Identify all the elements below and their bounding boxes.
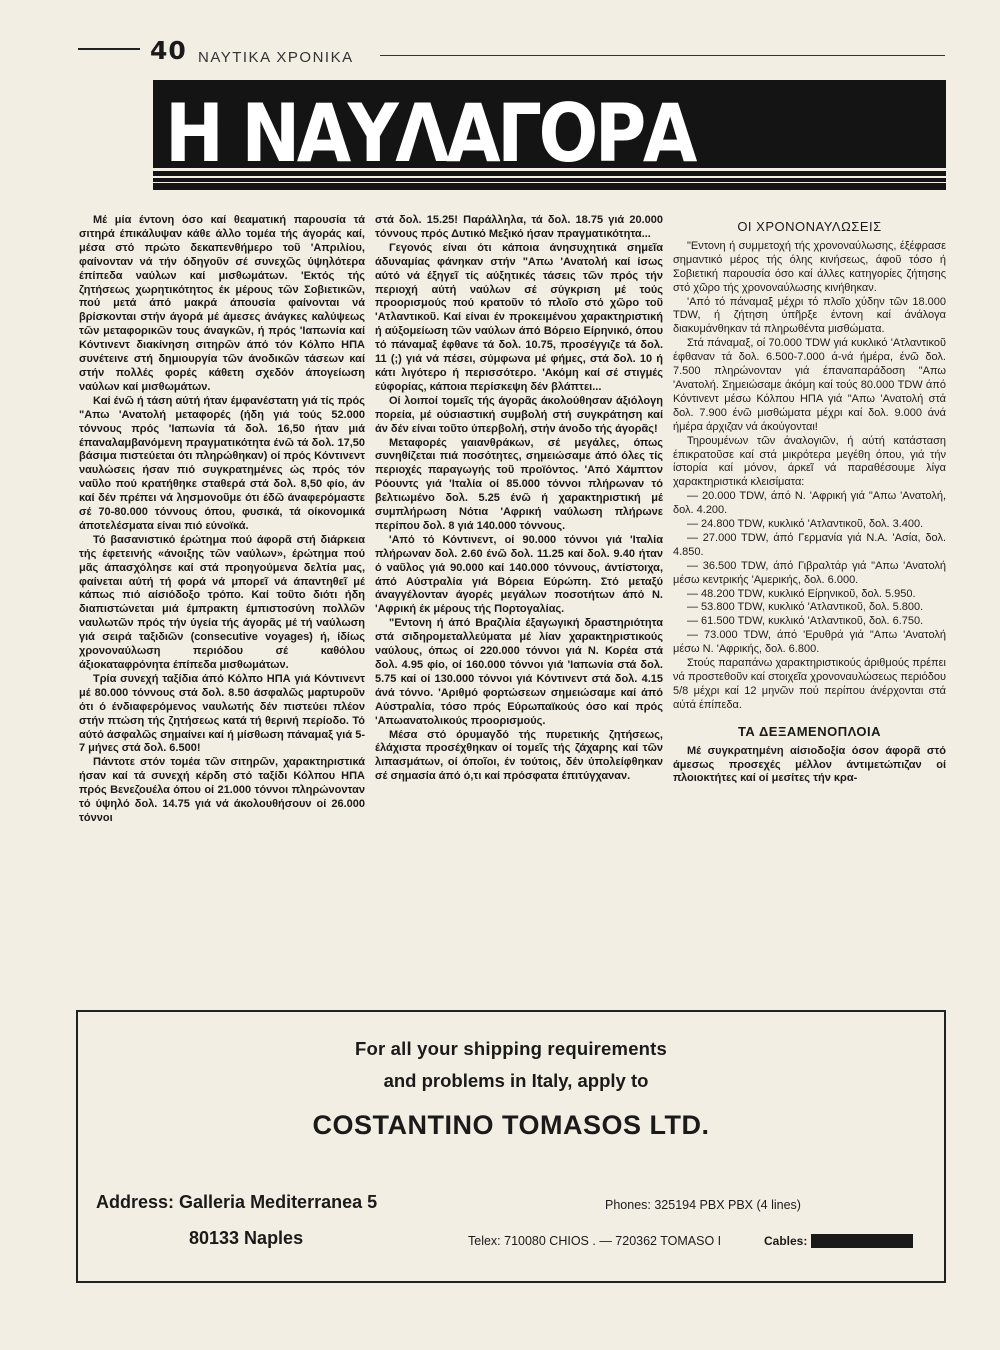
ad-cables-value: CHIOS NAPLES <box>811 1234 913 1248</box>
paragraph: Στούς παραπάνω χαρακτηριστικούς άριθμούς πρέπει νά προστεθοῦν καί στοιχεῖα χρονοναυλώσεως περιόδου 5/8 μέχρι καί 12 μηνῶν πού περίπου άνέρχονται στά αύτά έπίπεδα. <box>673 657 946 711</box>
paragraph: Τό βασανιστικό έρώτημα πού άφορᾶ στή διάρκεια τής έφετεινής «άνοιξης τῶν ναύλων», έρώτημα πού μᾶς άπασχόλησε καί στά προηγούμενα δελτία μας, φαίνεται αύτή τή φορά νά μπορεῖ νά άπαντηθεῖ μέ κάπως πιό αίσιόδοξο τρόπο. Καί τοῦτο διότι ήδη διαπιστώνεται μιά έμπρακτη έμπιστοσύνη πολλῶν ναυλωτῶν πρός τήν ύγεία τής άγορᾶς μέ τή ναύλωση γιά σειρά ταξιδιῶν (consecutive voyages) ή, ίδίως χρονοναύλωση περιόδου σέ καθόλου άξιοκαταφρόνητα έπίπεδα μισθωμάτων. <box>79 533 365 671</box>
section-banner <box>153 80 946 190</box>
article-column-2 <box>375 214 663 784</box>
fixture-item: — 27.000 TDW, άπό Γερμανία γιά Ν.Α. 'Ασία, δολ. 4.850. <box>673 531 946 558</box>
ad-city: 80133 Naples <box>189 1228 304 1248</box>
paragraph: Γεγονός είναι ότι κάποια άνησυχητικά σημεῖα άδυναμίας φάνηκαν στήν "Απω 'Ανατολή καί ίσως αύτό νά έξηγεῖ τίς αύξητικές τάσεις τῶν πρός τήν περιοχή αύτή ναύλων σέ σύγκριση μέ τούς προορισμούς πού κρατοῦν τό πλοῖο στό χῶρο τοῦ 'Ατλαντικοῦ. Καί είναι έν προκειμένου χαρακτηριστική ή αύξομείωση τῶν ναύλων άπό Βόρειο Είρηνικό, όπου τό πάναμαξ έφθανε τά δολ. 10.75, προσέγγιζε τά δολ. 11 (;) γιά νά πέσει, σύμφωνα μέ φήμες, στά δολ. 10 ή κάτι λιγότερο ή περισσότερο. 'Ακόμη καί σέ στιγμές εύφορίας, κάποια περίσκεψη δέν βλάπτει... <box>375 241 663 393</box>
header-rule-left <box>78 48 140 50</box>
section-title: Η ΝΑΥΛΑΓΟΡΑ <box>165 87 694 180</box>
fixture-item: — 73.000 TDW, άπό 'Ερυθρά γιά "Απω 'Ανατολή μέσω Ν. 'Αφρικής, δολ. 6.800. <box>673 629 946 656</box>
paragraph: Οί λοιποί τομεῖς τής άγορᾶς άκολούθησαν άξιόλογη πορεία, μέ ούσιαστική συμβολή στή συγκράτηση καί άν δέν είναι τοῦτο ύπερβολή, στήν άνοδο τής άγορᾶς! <box>375 394 663 435</box>
paragraph: 'Από τό Κόντινεντ, οί 90.000 τόννοι γιά 'Ιταλία πλήρωναν δολ. 2.60 ένῶ δολ. 11.25 καί δολ. 9.40 ήταν ό ναῦλος γιά 90.000 καί 140.000 τόννους, άντίστοιχα, άπό Αύστραλία γιά Βόρεια Εύρώπη. Στό μεταξύ άναγγέλονταν άγορές μεγάλων ποσοτήτων άπό Ν. 'Αφρική έκ μέρους τής Πορτογαλίας. <box>375 533 663 616</box>
subheading-tankers: ΤΑ ΔΕΞΑΜΕΝΟΠΛΟΙΑ <box>737 723 882 739</box>
ad-phones: Phones: 325194 PBX PBX (4 lines) <box>605 1198 801 1212</box>
fixture-item: — 61.500 TDW, κυκλικό 'Ατλαντικοῦ, δολ. 6.750. <box>687 615 924 628</box>
fixture-item: — 48.200 TDW, κυκλικό Είρηνικοῦ, δολ. 5.950. <box>687 587 916 600</box>
fixture-item: — 20.000 TDW, άπό Ν. 'Αφρική γιά "Απω 'Ανατολή, δολ. 4.200. <box>673 490 946 517</box>
paragraph: Πάντοτε στόν τομέα τῶν σιτηρῶν, χαρακτηριστικά ήσαν καί τά συνεχή κέρδη στό ταξίδι Κόλπου ΗΠΑ πρός Βενεζουέλα όπου οί 21.000 τόννοι πληρώνονταν τό ύψηλό δολ. 14.75 γιά νά άκολουθήσουν οί 26.000 τόννοι <box>79 756 365 824</box>
paragraph: Στά πάναμαξ, οί 70.000 TDW γιά κυκλικό 'Ατλαντικοῦ έφθαναν τά δολ. 6.500-7.000 ά-νά ήμέρα, ένῶ δολ. 7.500 πληρώνονταν γιά έπαναπαράδοση "Απω 'Ανατολή. Σημειώσαμε άκόμη καί τούς 80.000 TDW άπό Κόντινεντ μέσω Κόλπου ΗΠΑ γιά "Απω 'Ανατολή στά δολ. 7.900 ένῶ μισθώματα μέχρι καί δολ. 9.000 άνά ήμέρα άρχιζαν νά άκούγονται! <box>673 337 946 433</box>
fixture-item: — 36.500 TDW, άπό Γιβραλτάρ γιά "Απω 'Ανατολή μέσω κεντρικής 'Αμερικής, δολ. 6.000. <box>673 559 946 586</box>
paragraph: Τρία συνεχή ταξίδια άπό Κόλπο ΗΠΑ γιά Κόντινεντ μέ 80.000 τόννους στά δολ. 8.50 άσφαλῶς μαρτυροῦν ότι ό ένδιαφερόμενος ναυλωτής δέν πιστεύει πλέον στήν πτώση τής ζητήσεως κατά τή θερινή περίοδο. Τό αύτό άσφαλῶς σημαίνει καί ή μίσθωση πάναμαξ γιά 5-7 μήνες στά δολ. 6.500! <box>79 672 365 755</box>
paragraph: Καί ένῶ ή τάση αύτή ήταν έμφανέστατη γιά τίς πρός "Απω 'Ανατολή μεταφορές (ήδη γιά τούς 52.000 τόννους πρός 'Ιαπωνία τά δολ. 16,50 ήταν μιά έπαναλαμβανόμενη πραγματικότητα ένῶ τά δολ. 17,50 βάσιμα πιστεύεται ότι πληρώθηκαν) οί πρός Κόντινεντ ναυλώσεις ήσαν πιό συγκρατημένες ώς πρός τόν ναῦλο πού κρατήθηκε σταθερά στά δολ. 8,50 φίο, άν καί δέν πρέπει νά λησμονοῦμε ότι έδῶ άναφερόμαστε σέ 70-80.000 τόννους όπου, φυσικά, τά οίκονομικά άποτελέσματα είναι πιό εύνοϊκά. <box>79 394 365 532</box>
fixture-item: — 53.800 TDW, κυκλικό 'Ατλαντικοῦ, δολ. 5.800. <box>687 601 924 614</box>
paragraph: Μεταφορές γαιανθράκων, σέ μεγάλες, όπως συνηθίζεται πιά ποσότητες, σημειώσαμε άπό όλες τίς περιοχές παραγωγής τοῦ προϊόντος. 'Από Χάμπτον Ρόουντς γιά 'Ιταλία οί 85.000 τόννοι πλήρωναν τό βελτιωμένο δολ. 5.25 ένῶ ή χαρακτηριστική μέ συμπλήρωση Νότια 'Αφρική ναύλωση πλήρωνε περίπου δολ. 8 γιά 140.000 τόννους. <box>375 436 663 532</box>
ad-cables-label: Cables: <box>764 1234 808 1248</box>
paragraph: Τηρουμένων τῶν άναλογιῶν, ή αύτή κατάσταση έπικρατοῦσε καί στά μικρότερα μεγέθη όπου, γιά τήν ίστορία καί μόνον, άρκεῖ νά παραθέσουμε λίγα χαρακτηριστικά κλεισίματα: <box>673 434 946 489</box>
article-column-3 <box>673 214 946 786</box>
subheading-time-charters: ΟΙ ΧΡΟΝΟΝΑΥΛΩΣΕΙΣ <box>737 219 882 234</box>
page-number: 40 <box>150 36 187 65</box>
ad-telex: Telex: 710080 CHIOS . — 720362 TOMASO I <box>468 1234 722 1248</box>
advertisement-box <box>76 1010 946 1283</box>
paragraph: 'Από τό πάναμαξ μέχρι τό πλοῖο χύδην τῶν 18.000 TDW, ή ζήτηση ύπῆρξε έντονη καί άνάλογα διακυμάνθηκαν τά πληρωθέντα μισθώματα. <box>673 295 946 336</box>
paragraph: "Εντονη ή συμμετοχή τής χρονοναύλωσης, έξέφρασε σημαντικό μέρος τής όλης κινήσεως, άφοῦ τόσο ή Σοβιετική παρουσία όσο καί άλλες κατηγορίες ζήτησης στό χῶρο τής χρονοναύλωσης κινήθηκαν. <box>673 239 946 294</box>
fixture-item: — 24.800 TDW, κυκλικό 'Ατλαντικοῦ, δολ. 3.400. <box>687 518 924 531</box>
header-rule-right <box>380 55 945 56</box>
paragraph: Μέ συγκρατημένη αίσιοδοξία όσον άφορᾶ στό άμεσως προσεχές μέλλον άντιμετώπιζαν οί πλοιοκτήτες καί οί μεσίτες τήν κρα- <box>673 744 946 785</box>
paragraph: Μέ μία έντονη όσο καί θεαματική παρουσία τά σιτηρά έπικάλυψαν κάθε άλλο τομέα τής άγοράς καί, μέσα στό πρώτο δεκαπενθήμερο τοῦ 'Απριλίου, φαίνονταν νά τήν όδηγοῦν σέ συνεχῶς ύψηλότερα έπίπεδα ναύλων καί μισθωμάτων. 'Εκτός τής ζητήσεως χωρητικότητος έκ μέρους τῶν Σοβιετικῶν, πού μετά άπό μακρά άπουσία φαίνονται νά βρίσκονται στήν άγορά μέ άμεσες άνάγκες καλύψεως τῶν μεταφορικῶν τους άναγκῶν, ή πρός 'Ιαπωνία καί Κόντινεντ διακίνηση σιτηρῶν άπό τόν Κόλπο ΗΠΑ συνέτεινε στή δημιουργία τῶν άνοδικῶν τάσεων καί στήν πολλές φορές κάθετη σχεδόν άπογείωση ναύλων καί μισθωμάτων. <box>79 214 365 393</box>
paragraph: στά δολ. 15.25! Παράλληλα, τά δολ. 18.75 γιά 20.000 τόννους πρός Δυτικό Μεξικό ήσαν πραγματικότητα... <box>375 214 663 240</box>
magazine-title: ΝΑΥΤΙΚΑ ΧΡΟΝΙΚΑ <box>198 49 354 66</box>
ad-address: Address: Galleria Mediterranea 5 <box>96 1192 378 1212</box>
ad-line-1: For all your shipping requirements <box>354 1038 668 1059</box>
ad-line-2: and problems in Italy, apply to <box>383 1070 649 1091</box>
ad-cables <box>764 1234 913 1248</box>
article-column-1 <box>79 214 365 826</box>
ad-company-name: COSTANTINO TOMASOS LTD. <box>312 1110 710 1140</box>
paragraph: "Εντονη ή άπό Βραζιλία έξαγωγική δραστηριότητα στά σιδηρομεταλλεύματα μέ λίαν χαρακτηριστικούς ναύλους, όπως οί 220.000 τόννοι γιά Ν. Κορέα στά δολ. 4.95 φίο, οί 160.000 τόννοι γιά 'Ιαπωνία στά δολ. 5.75 καί οί 130.000 τόννοι γιά Κόντινεντ στά δολ. 4.15 άνά τόννο. 'Αριθμό φορτώσεων σημειώσαμε καί άπό Αύστραλία, τόσο πρός Εύρωπαϊκούς όσο καί πρός 'Απωανατολικούς προορισμούς. <box>375 617 663 727</box>
paragraph: Μέσα στό όρυμαγδό τής πυρετικής ζητήσεως, έλάχιστα προσέχθηκαν οί τομεῖς τής ζάχαρης καί τῶν λιπασμάτων, οί όποῖοι, έν τούτοις, δέν ύπολείφθηκαν σέ σημασία άπό ό,τι καί πρόσφατα έπιτύγχαναν. <box>375 728 663 783</box>
